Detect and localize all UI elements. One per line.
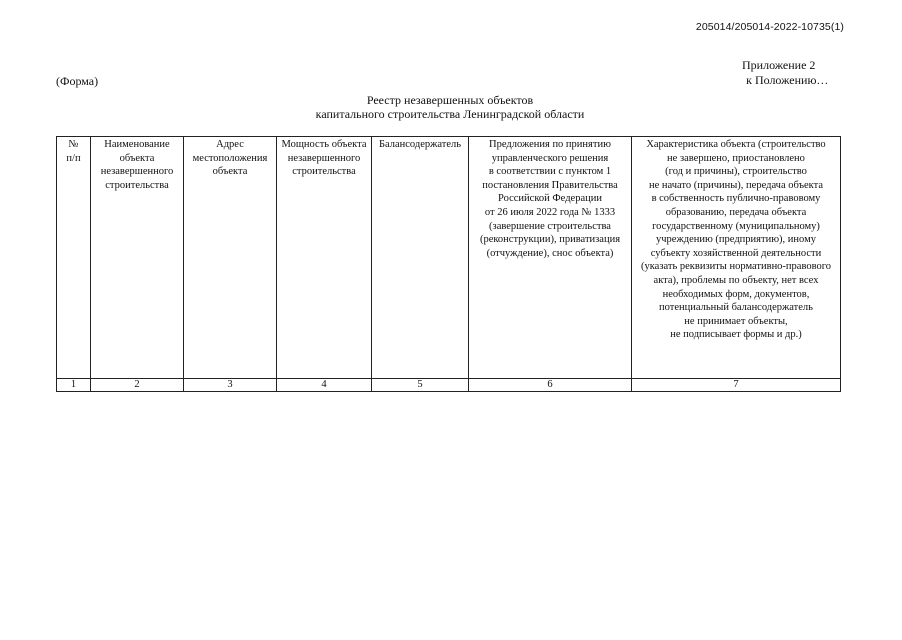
table-header-row [57,137,841,379]
column-number-4: 4 [277,379,372,392]
document-id: 205014/205014-2022-10735(1) [695,21,844,33]
document-title [280,93,620,121]
header-capacity-text: Мощность объекта незавершенного строительства [281,139,367,178]
header-proposals-text: Предложения по принятию управленческого решения в соответствии с пунктом 1 постановления Правительства Российской Федерации от 26 июля 2022 года № 1333 (завершение строительства (реконструкции), приватизация (отчуждение), снос объекта) [479,139,621,259]
header-object-name-text: Наименование объекта незавершенного строительства [100,139,174,191]
title-line-1: Реестр незавершенных объектов [366,93,534,107]
column-number-row [57,379,841,392]
column-number-3: 3 [184,379,277,392]
header-balance-holder-text: Балансодержатель [378,139,462,150]
column-number-5: 5 [372,379,469,392]
header-cell-capacity [277,137,372,379]
annex-number: Приложение 2 [742,58,816,72]
form-label: (Форма) [56,74,99,88]
column-number-6: 6 [469,379,632,392]
column-number-7: 7 [632,379,841,392]
header-characteristics-text: Характеристика объекта (строительство не завершено, приостановлено (год и причины), строительство не начато (причины), передача объекта в собственность публично-правовому образованию, передача объекта государственному (муниципальному) учреждению (предприятию), иному субъекту хозяйственной деятельности (указать реквизиты нормативно-правового акта), проблемы по объекту, нет всех необходимых форм, документов, потенциальный балансодержатель не принимает объекты, не подписывает формы и др.) [640,139,832,341]
header-cell-number [57,137,91,379]
header-address-text: Адрес местоположения объекта [192,139,268,178]
title-line-2: капитального строительства Ленинградской области [315,107,585,121]
column-number-2: 2 [91,379,184,392]
annex-regulation-ref: к Положению… [746,73,829,87]
column-number-1: 1 [57,379,91,392]
header-cell-object-name [91,137,184,379]
header-cell-proposals [469,137,632,379]
annex-reference [742,58,828,88]
header-cell-characteristics [632,137,841,379]
header-number-text: № п/п [66,139,81,164]
registry-table [56,136,841,392]
header-cell-balance-holder [372,137,469,379]
header-cell-address [184,137,277,379]
